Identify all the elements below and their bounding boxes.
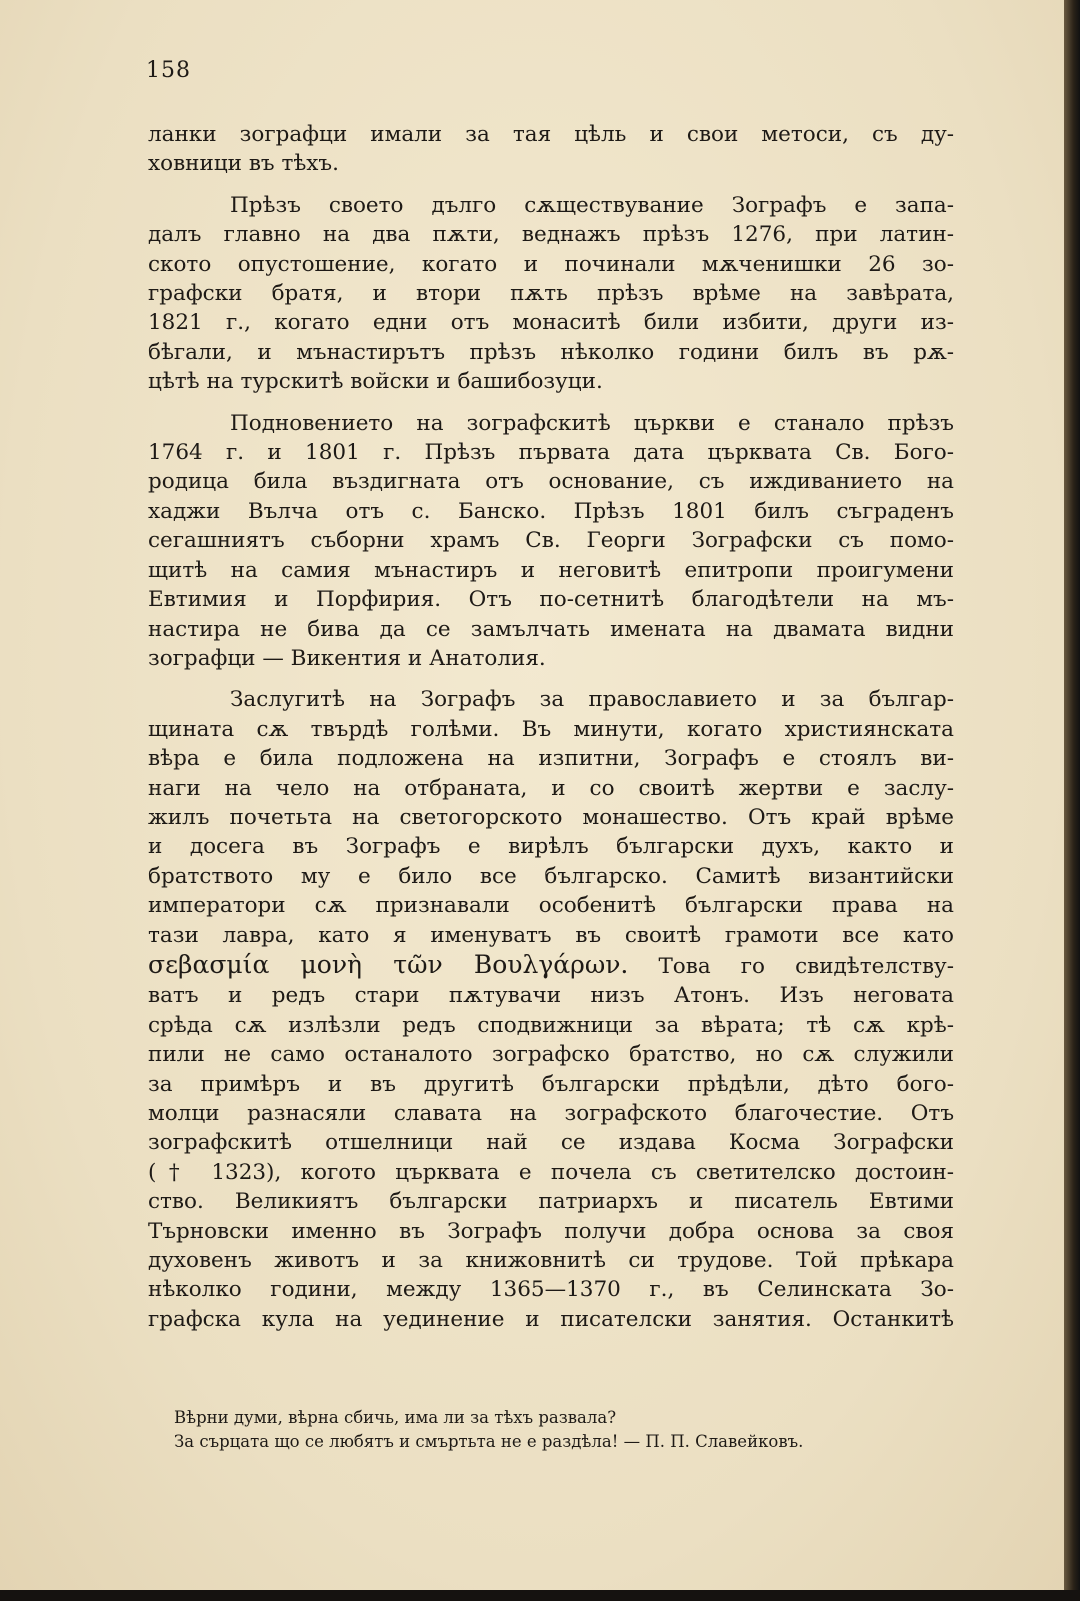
- text-line: Подновението на зографскитѣ църкви е станало прѣзъ: [230, 410, 954, 436]
- text-line: графска кула на уединение и писателски занятия. Останкитѣ: [148, 1306, 954, 1332]
- text-line: настира не бива да се замълчать имената на двамата видни: [148, 616, 954, 642]
- text-line: ховници въ тѣхъ.: [148, 151, 339, 177]
- text-line: ство. Великиятъ български патриархъ и писатель Евтими: [148, 1189, 954, 1215]
- text-line: зографци — Викентия и Анатолия.: [148, 645, 546, 671]
- text-line: цѣтѣ на турскитѣ войски и башибозуци.: [148, 369, 603, 395]
- text-line: далъ главно на два пѫти, веднажъ прѣзъ 1276, при латин-: [148, 222, 954, 248]
- text-line: щината сѫ твърдѣ голѣми. Въ минути, когато християнската: [148, 716, 954, 742]
- footnote-line: Вѣрни думи, вѣрна сбичь, има ли за тѣхъ развала?: [174, 1408, 617, 1427]
- page-number: 158: [146, 58, 191, 83]
- text-line: тази лавра, като я именуватъ въ своитѣ грамоти все като: [148, 922, 954, 948]
- text-line: пили не само останалото зографско братство, но сѫ служили: [148, 1042, 954, 1068]
- greek-line-rest: Това го свидѣтелству-: [658, 953, 954, 979]
- text-line: ското опустошение, когато и починали мѫченишки 26 зо-: [148, 251, 954, 277]
- text-line: вѣра е била подложена на изпитни, Зографъ е стоялъ ви-: [148, 746, 954, 772]
- text-line: молци разнасяли славата на зографското благочестие. Отъ: [148, 1101, 954, 1126]
- text-line: и досега въ Зографъ е вирѣлъ български духъ, както и: [148, 834, 954, 860]
- text-line: ватъ и редъ стари пѫтувачи низъ Атонъ. Изъ неговата: [148, 983, 954, 1009]
- text-line-greek: [148, 950, 954, 981]
- body-text: [148, 120, 954, 1334]
- text-line: ланки зографци имали за тая цѣль и свои метоси, съ ду-: [148, 122, 954, 147]
- text-line: Търновски именно въ Зографъ получи добра основа за своя: [148, 1218, 954, 1244]
- text-line: бѣгали, и мънастирътъ прѣзъ нѣколко години билъ въ рѫ-: [148, 339, 954, 365]
- book-edge-right: [1064, 0, 1080, 1601]
- text-line: срѣда сѫ излѣзли редъ сподвижници за вѣрата; тѣ сѫ крѣ-: [148, 1012, 954, 1038]
- text-line: сегашниятъ съборни храмъ Св. Георги Зографски съ помо-: [148, 528, 954, 554]
- text-line: зографскитѣ отшелници най се издава Косма Зографски: [148, 1130, 954, 1156]
- text-line: († 1323), когото църквата е почела съ светителско достоин-: [148, 1159, 954, 1185]
- text-line: наги на чело на отбраната, и со своитѣ жертви е заслу-: [148, 775, 954, 801]
- text-line: духовенъ животъ и за книжовнитѣ си трудове. Той прѣкара: [148, 1248, 954, 1274]
- text-line: нѣколко години, между 1365—1370 г., въ Селинската Зо-: [148, 1277, 954, 1303]
- text-line: жилъ почетьта на светогорското монашество. Отъ край врѣме: [148, 804, 954, 830]
- footnote-line: За сърцата що се любятъ и смъртьта не е раздѣла! — П. П. Славейковъ.: [174, 1432, 804, 1451]
- greek-phrase: σεβασμία μονὴ τῶν Βουλγάρων.: [148, 949, 629, 979]
- text-line: Прѣзъ своето дълго сѫществувание Зографъ е запа-: [230, 192, 954, 218]
- text-line: щитѣ на самия мънастиръ и неговитѣ епитропи проигумени: [148, 557, 954, 583]
- footnote-quote: [174, 1406, 954, 1454]
- text-line: графски братя, и втори пѫть прѣзъ врѣме на завѣрата,: [148, 281, 954, 307]
- text-line: 1764 г. и 1801 г. Прѣзъ първата дата църквата Св. Бого-: [148, 440, 954, 466]
- text-line: родица била въздигната отъ основание, съ иждиванието на: [148, 469, 954, 495]
- text-line: братството му е било все българско. Самитѣ византийски: [148, 863, 954, 889]
- text-line: за примѣръ и въ другитѣ български прѣдѣли, дѣто бого-: [148, 1071, 954, 1097]
- text-line: Евтимия и Порфирия. Отъ по-сетнитѣ благодѣтели на мъ-: [148, 587, 954, 613]
- text-line: 1821 г., когато едни отъ монаситѣ били избити, други из-: [148, 310, 954, 336]
- text-line: Заслугитѣ на Зографъ за православието и за българ-: [230, 687, 954, 713]
- text-line: императори сѫ признавали особенитѣ български права на: [148, 893, 954, 919]
- text-line: хаджи Вълча отъ с. Банско. Прѣзъ 1801 билъ съграденъ: [148, 498, 954, 524]
- book-edge-bottom: [0, 1590, 1080, 1601]
